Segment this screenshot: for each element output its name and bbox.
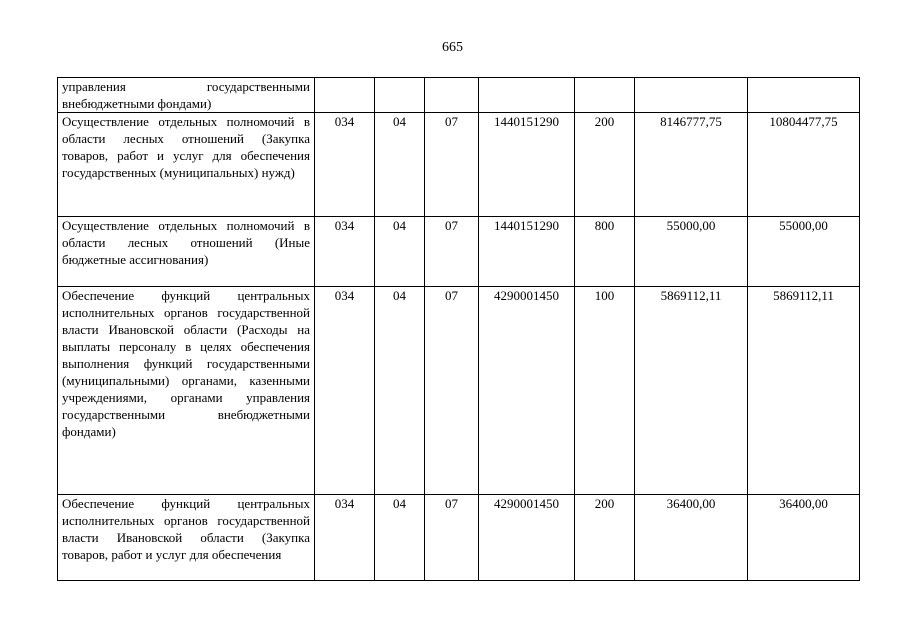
ved-code-cell: 034 [315,217,375,287]
row-name-cell: Осуществление отдельных полномочий в области лесных отношений (Иные бюджетные ассигнования) [58,217,315,287]
row-name-cell: Обеспечение функций центральных исполнительных органов государственной власти Ивановской области (Закупка товаров, работ и услуг для обеспечения [58,495,315,581]
amount-year1-cell: 8146777,75 [635,113,748,217]
subsection-code-cell: 07 [425,217,479,287]
subsection-code-cell [425,78,479,113]
ved-code-cell: 034 [315,495,375,581]
table-row [58,113,860,217]
expense-type-cell: 200 [575,495,635,581]
amount-year2-cell: 5869112,11 [748,287,860,495]
target-article-cell: 4290001450 [479,287,575,495]
amount-year2-cell [748,78,860,113]
amount-year2-cell: 55000,00 [748,217,860,287]
subsection-code-cell: 07 [425,287,479,495]
section-code-cell [375,78,425,113]
expense-type-cell: 800 [575,217,635,287]
section-code-cell: 04 [375,113,425,217]
row-name-cell: Обеспечение функций центральных исполнительных органов государственной власти Ивановской области (Расходы на выплаты персоналу в целях обеспечения выполнения функций государственными (муниципальными) органами, казенными учреждениями, органами управления государственными внебюджетными фондами) [58,287,315,495]
subsection-code-cell: 07 [425,113,479,217]
row-name-cell: Осуществление отдельных полномочий в области лесных отношений (Закупка товаров, работ и услуг для обеспечения государственных (муниципальных) нужд) [58,113,315,217]
table-row [58,217,860,287]
expense-type-cell [575,78,635,113]
table-row [58,287,860,495]
amount-year1-cell: 36400,00 [635,495,748,581]
expense-type-cell: 100 [575,287,635,495]
subsection-code-cell: 07 [425,495,479,581]
ved-code-cell: 034 [315,287,375,495]
budget-table [57,77,860,581]
amount-year1-cell: 55000,00 [635,217,748,287]
amount-year1-cell: 5869112,11 [635,287,748,495]
amount-year2-cell: 10804477,75 [748,113,860,217]
section-code-cell: 04 [375,495,425,581]
target-article-cell [479,78,575,113]
amount-year1-cell [635,78,748,113]
row-name-cell: управления государственными внебюджетными фондами) [58,78,315,113]
section-code-cell: 04 [375,217,425,287]
page-number: 665 [442,40,463,55]
amount-year2-cell: 36400,00 [748,495,860,581]
section-code-cell: 04 [375,287,425,495]
expense-type-cell: 200 [575,113,635,217]
ved-code-cell [315,78,375,113]
table-row [58,495,860,581]
target-article-cell: 4290001450 [479,495,575,581]
target-article-cell: 1440151290 [479,113,575,217]
table-row [58,78,860,113]
ved-code-cell: 034 [315,113,375,217]
target-article-cell: 1440151290 [479,217,575,287]
